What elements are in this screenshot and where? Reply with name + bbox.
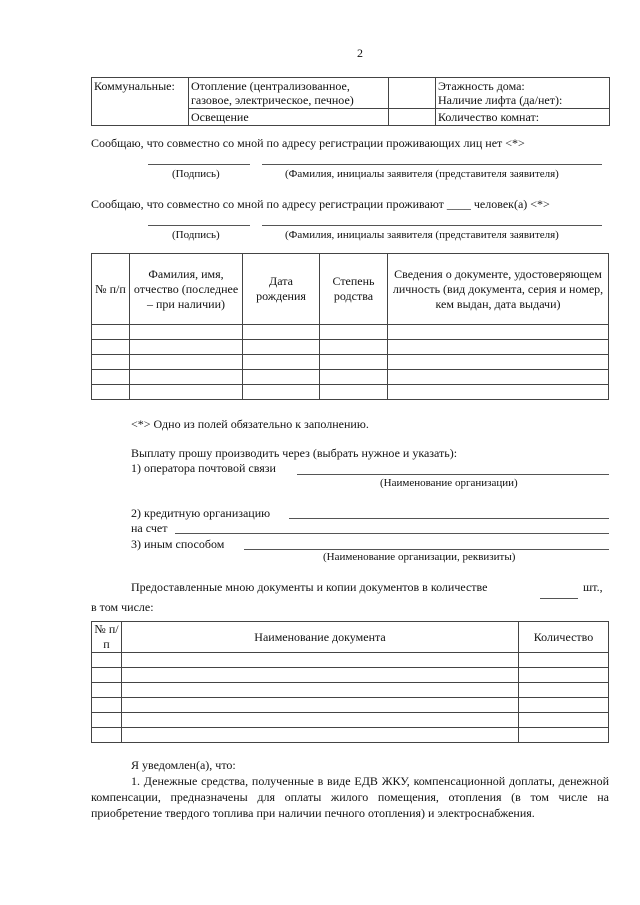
payment-option1-line[interactable] (297, 474, 609, 475)
residents-table-cell[interactable] (388, 340, 609, 355)
documents-table-cell[interactable] (519, 683, 609, 698)
doc-col-name: Наименование документа (122, 622, 519, 653)
residents-table-cell[interactable] (130, 370, 243, 385)
col-full-name: Фамилия, имя, отчество (последнее – при наличии) (130, 254, 243, 325)
residents-table-row (92, 340, 609, 355)
residents-table-cell[interactable] (130, 385, 243, 400)
statement1-signature-line[interactable] (148, 164, 250, 165)
residents-table-cell[interactable] (92, 370, 130, 385)
lighting-cell: Освещение (189, 109, 389, 126)
utilities-table (91, 77, 610, 126)
residents-table-cell[interactable] (130, 325, 243, 340)
statement1-text: Сообщаю, что совместно со мной по адресу регистрации проживающих лиц нет <*> (91, 136, 525, 150)
statement1-name-caption: (Фамилия, инициалы заявителя (представителя заявителя) (285, 168, 559, 180)
statement2-name-caption: (Фамилия, инициалы заявителя (представителя заявителя) (285, 229, 559, 241)
documents-table-cell[interactable] (122, 683, 519, 698)
payment-option3-line[interactable] (244, 549, 609, 550)
residents-table-cell[interactable] (388, 355, 609, 370)
page-number: 2 (357, 46, 363, 60)
residents-table-row (92, 370, 609, 385)
documents-table-cell[interactable] (92, 653, 122, 668)
residents-table-cell[interactable] (92, 340, 130, 355)
documents-table (91, 621, 609, 743)
residents-table-cell[interactable] (320, 385, 388, 400)
documents-table-cell[interactable] (122, 668, 519, 683)
payment-option2: 2) кредитную организацию (131, 506, 271, 520)
residents-table-cell[interactable] (243, 355, 320, 370)
statement2-signature-line[interactable] (148, 225, 250, 226)
notice-heading: Я уведомлен(а), что: (131, 758, 236, 772)
payment-option3: 3) иным способом (131, 537, 225, 551)
residents-table-cell[interactable] (320, 340, 388, 355)
residents-table-cell[interactable] (130, 340, 243, 355)
col-id-document: Сведения о документе, удостоверяющем личность (вид документа, серия и номер, кем выдан, дата выдачи) (388, 254, 609, 325)
residents-table-row (92, 325, 609, 340)
residents-table-cell[interactable] (243, 325, 320, 340)
residents-table-row (92, 355, 609, 370)
documents-table-cell[interactable] (92, 668, 122, 683)
documents-unit: шт., (583, 580, 603, 594)
documents-including: в том числе: (91, 600, 154, 614)
documents-table-row (92, 713, 609, 728)
payment-option3-caption: (Наименование организации, реквизиты) (323, 551, 516, 563)
residents-table (91, 253, 609, 400)
residents-table-cell[interactable] (388, 385, 609, 400)
notice-item1: 1. Денежные средства, полученные в виде ЕДВ ЖКУ, компенсационной доплаты, денежной компенсации, предназначены для оплаты жилого помещения, отопления (в том числе на приобретение твердого топлива при наличии печного отопления) и электроснабжения. (91, 774, 609, 820)
documents-table-cell[interactable] (122, 728, 519, 743)
payment-account-line[interactable] (175, 533, 609, 534)
statement1-signature-caption: (Подпись) (172, 168, 220, 180)
documents-table-cell[interactable] (92, 713, 122, 728)
col-number: № п/п (92, 254, 130, 325)
statement1-name-line[interactable] (262, 164, 602, 165)
payment-option2-line[interactable] (289, 518, 609, 519)
documents-header-row (92, 622, 609, 653)
documents-table-cell[interactable] (519, 713, 609, 728)
elevator-label: Наличие лифта (да/нет): (438, 93, 563, 107)
utilities-label: Коммунальные: (92, 78, 189, 126)
payment-option1: 1) оператора почтовой связи (131, 461, 276, 475)
heating-cell: Отопление (централизованное, газовое, электрическое, печное) (189, 78, 389, 109)
residents-table-row (92, 385, 609, 400)
residents-table-cell[interactable] (320, 325, 388, 340)
floors-elevator-cell (436, 78, 610, 109)
lighting-value-cell[interactable] (389, 109, 436, 126)
documents-count-line[interactable] (540, 598, 578, 599)
residents-table-cell[interactable] (320, 355, 388, 370)
payment-option1-caption: (Наименование организации) (380, 477, 518, 489)
residents-table-cell[interactable] (92, 355, 130, 370)
residents-table-cell[interactable] (92, 325, 130, 340)
statement2-name-line[interactable] (262, 225, 602, 226)
documents-intro: Предоставленные мною документы и копии документов в количестве (131, 580, 488, 594)
rooms-label: Количество комнат: (436, 109, 610, 126)
documents-table-cell[interactable] (519, 668, 609, 683)
documents-table-cell[interactable] (92, 728, 122, 743)
documents-table-cell[interactable] (122, 653, 519, 668)
residents-table-cell[interactable] (130, 355, 243, 370)
residents-table-cell[interactable] (92, 385, 130, 400)
documents-table-row (92, 683, 609, 698)
documents-table-row (92, 668, 609, 683)
statement2-signature-caption: (Подпись) (172, 229, 220, 241)
residents-table-cell[interactable] (243, 385, 320, 400)
residents-table-cell[interactable] (243, 340, 320, 355)
doc-col-number: № п/п (92, 622, 122, 653)
residents-table-cell[interactable] (243, 370, 320, 385)
footnote: <*> Одно из полей обязательно к заполнению. (131, 417, 369, 431)
floors-label: Этажность дома: (438, 79, 525, 93)
payment-option2-account: на счет (131, 521, 168, 535)
documents-table-row (92, 698, 609, 713)
documents-table-cell[interactable] (92, 683, 122, 698)
statement2-text: Сообщаю, что совместно со мной по адресу регистрации проживают ____ человек(а) <*> (91, 197, 550, 211)
residents-table-cell[interactable] (388, 370, 609, 385)
documents-table-cell[interactable] (519, 728, 609, 743)
documents-table-cell[interactable] (519, 653, 609, 668)
heating-value-cell[interactable] (389, 78, 436, 109)
residents-header-row (92, 254, 609, 325)
doc-col-quantity: Количество (519, 622, 609, 653)
residents-table-cell[interactable] (388, 325, 609, 340)
documents-table-row (92, 728, 609, 743)
documents-table-cell[interactable] (92, 698, 122, 713)
col-relationship: Степень родства (320, 254, 388, 325)
payment-intro: Выплату прошу производить через (выбрать нужное и указать): (131, 446, 458, 460)
residents-table-cell[interactable] (320, 370, 388, 385)
documents-table-cell[interactable] (122, 713, 519, 728)
col-birth-date: Дата рождения (243, 254, 320, 325)
documents-table-cell[interactable] (122, 698, 519, 713)
documents-table-row (92, 653, 609, 668)
documents-table-cell[interactable] (519, 698, 609, 713)
